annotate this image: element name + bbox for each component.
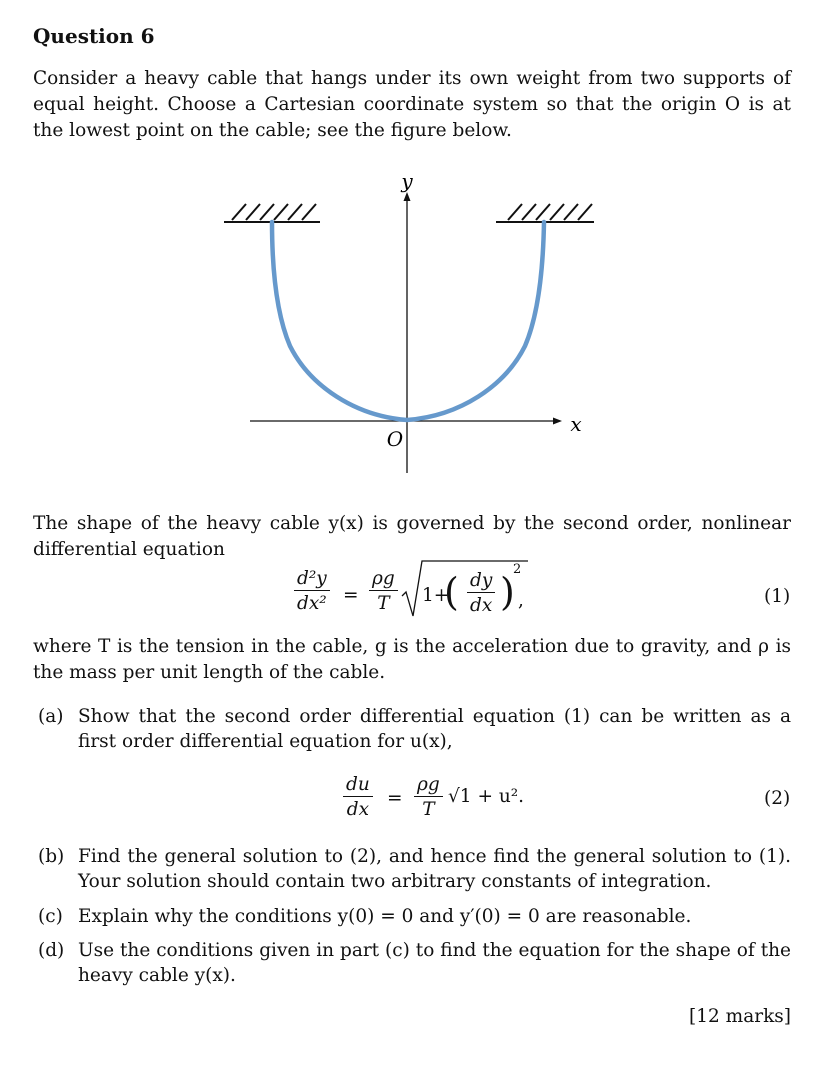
eq2-lhs-numerator: du [343, 774, 373, 797]
left-support [224, 204, 320, 222]
eq2-lhs-denominator: dx [346, 799, 370, 820]
eq1-equals: = [343, 585, 359, 606]
eq2-root: √1 + u². [448, 786, 525, 807]
eq1-coef-denominator: T [377, 593, 390, 614]
eq1-power: 2 [513, 562, 522, 577]
where-paragraph: where T is the tension in the cable, g is the acceleration due to gravity, and ρ is the mass per unit length of the cable. [33, 636, 791, 683]
eq1-coef-numerator: ρg [369, 568, 398, 591]
right-support [496, 204, 594, 222]
part-a-text: Show that the second order differential equation (1) can be written as a first order differential equation for u(x), [78, 706, 791, 752]
eq1-inner-denominator: dx [470, 595, 493, 616]
eq1-coef-fraction [369, 568, 398, 614]
eq2-coef-denominator: T [422, 799, 435, 820]
governing-paragraph: The shape of the heavy cable y(x) is governed by the second order, nonlinear differential equation [33, 513, 791, 560]
y-axis-label: y [401, 169, 413, 193]
eq1-lhs-denominator: dx² [297, 593, 327, 614]
part-b-label: (b) [38, 846, 65, 867]
part-d-label: (d) [38, 940, 65, 961]
intro-paragraph: Consider a heavy cable that hangs under its own weight from two supports of equal height. Choose a Cartesian coordinate system so that the origin O is at the lowest point on the cable; see the figure below. [33, 68, 791, 141]
cable-curve [272, 222, 544, 420]
eq1-left-paren: ( [444, 570, 459, 614]
marks-total: [12 marks] [689, 1006, 791, 1027]
part-c-text: Explain why the conditions y(0) = 0 and y′(0) = 0 are reasonable. [78, 906, 692, 927]
eq1-comma: , [518, 590, 524, 611]
part-b-text: Find the general solution to (2), and hence find the general solution to (1). Your solution should contain two arbitrary constants of integration. [78, 846, 791, 892]
eq1-right-paren: ) [500, 570, 515, 614]
eq1-one-plus: 1+ [422, 585, 450, 606]
part-a-label: (a) [38, 706, 64, 727]
eq2-equals: = [387, 788, 403, 809]
cable-figure [220, 168, 620, 488]
origin-label: O [386, 427, 404, 451]
eq1-number: (1) [764, 586, 791, 607]
eq1-lhs-numerator: d²y [294, 568, 330, 591]
part-c-label: (c) [38, 906, 63, 927]
x-axis-label: x [570, 412, 582, 436]
eq2-number: (2) [764, 788, 791, 809]
part-d-text: Use the conditions given in part (c) to find the equation for the shape of the heavy cable y(x). [78, 940, 791, 986]
question-title: Question 6 [33, 24, 155, 48]
eq1-inner-fraction [467, 570, 495, 616]
eq1-inner-numerator: dy [467, 570, 495, 593]
eq2-coef-fraction [414, 774, 443, 820]
eq2-coef-numerator: ρg [414, 774, 443, 797]
eq2-lhs-fraction [343, 774, 373, 820]
eq1-lhs-fraction [294, 568, 330, 614]
x-axis [250, 412, 582, 436]
